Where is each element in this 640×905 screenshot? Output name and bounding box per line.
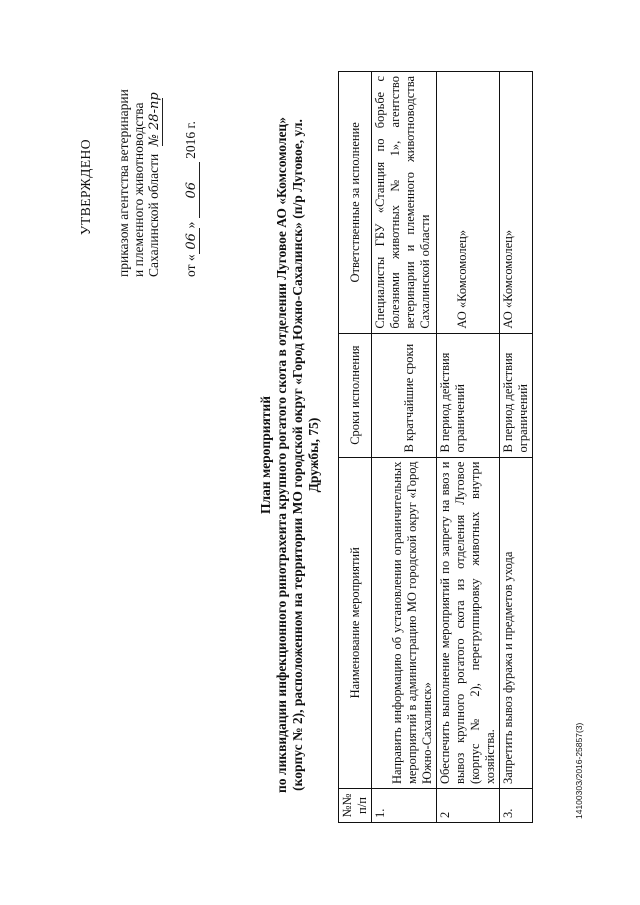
document-code: 1410030З/2016-25857(3) bbox=[574, 722, 584, 819]
table-row bbox=[437, 72, 500, 823]
header-measure: Наименование мероприятий bbox=[339, 457, 372, 788]
header-number: №№ п/п bbox=[339, 789, 372, 823]
row-number: 1. bbox=[372, 789, 437, 823]
row-term: В кратчайшие сроки bbox=[372, 333, 437, 457]
approval-line-1: приказом агентства ветеринарии bbox=[116, 89, 131, 277]
date-mid: » bbox=[183, 221, 198, 229]
row-measure: Направить информацию об установлении ограничительных мероприятий в администрацию МО городской округ «Город Южно-Сахалинск» bbox=[372, 457, 437, 788]
approval-line-2: и племенного животноводства bbox=[131, 102, 146, 277]
title-line-2: по ликвидации инфекционного ринотрахеита крупного рогатого скота в отделении Луговое АО «Комсомолец» bbox=[274, 117, 289, 793]
row-responsible: АО «Комсомолец» bbox=[437, 72, 500, 334]
approval-line-3 bbox=[146, 92, 163, 277]
table-row bbox=[500, 72, 533, 823]
row-measure: Запретить вывоз фуража и предметов ухода bbox=[500, 457, 533, 788]
approval-heading: УТВЕРЖДЕНО bbox=[78, 138, 93, 236]
row-responsible: АО «Комсомолец» bbox=[500, 72, 533, 334]
header-term: Сроки исполнения bbox=[339, 333, 372, 457]
date-month-handwritten: 06 bbox=[184, 162, 200, 218]
measures-table bbox=[338, 71, 533, 823]
title-line-4: Дружбы, 75) bbox=[306, 417, 321, 493]
date-prefix: от « bbox=[183, 254, 198, 277]
table-row bbox=[372, 72, 437, 823]
row-term: В период действия ограничений bbox=[500, 333, 533, 457]
row-number: 3. bbox=[500, 789, 533, 823]
date-year: 2016 г. bbox=[183, 121, 198, 159]
table-header-row bbox=[339, 72, 372, 823]
row-number: 2 bbox=[437, 789, 500, 823]
title-line-1: План мероприятий bbox=[258, 396, 273, 514]
row-term: В период действия ограничений bbox=[437, 333, 500, 457]
header-responsible: Ответственные за исполнение bbox=[339, 72, 372, 334]
title-line-3: (корпус № 2), расположенном на территории МО городской округ «Город Южно-Сахалинск» (п/р Луговое, ул. bbox=[290, 119, 305, 791]
date-day-handwritten: 06 bbox=[184, 228, 200, 254]
approval-region: Сахалинской области bbox=[146, 153, 161, 277]
row-responsible: Специалисты ГБУ «Станция по борьбе с болезнями животных № 1», агентство ветеринарии и племенного животноводства Сахалинской области bbox=[372, 72, 437, 334]
document-title bbox=[258, 105, 322, 805]
order-number-handwritten: № 28-пр bbox=[147, 92, 162, 147]
approval-block bbox=[78, 89, 200, 277]
approval-date bbox=[183, 97, 200, 277]
row-measure: Обеспечить выполнение мероприятий по запрету на ввоз и вывоз крупного рогатого скота из отделения Луговое (корпус № 2), перегруппировку животных внутри хозяйства. bbox=[437, 457, 500, 788]
